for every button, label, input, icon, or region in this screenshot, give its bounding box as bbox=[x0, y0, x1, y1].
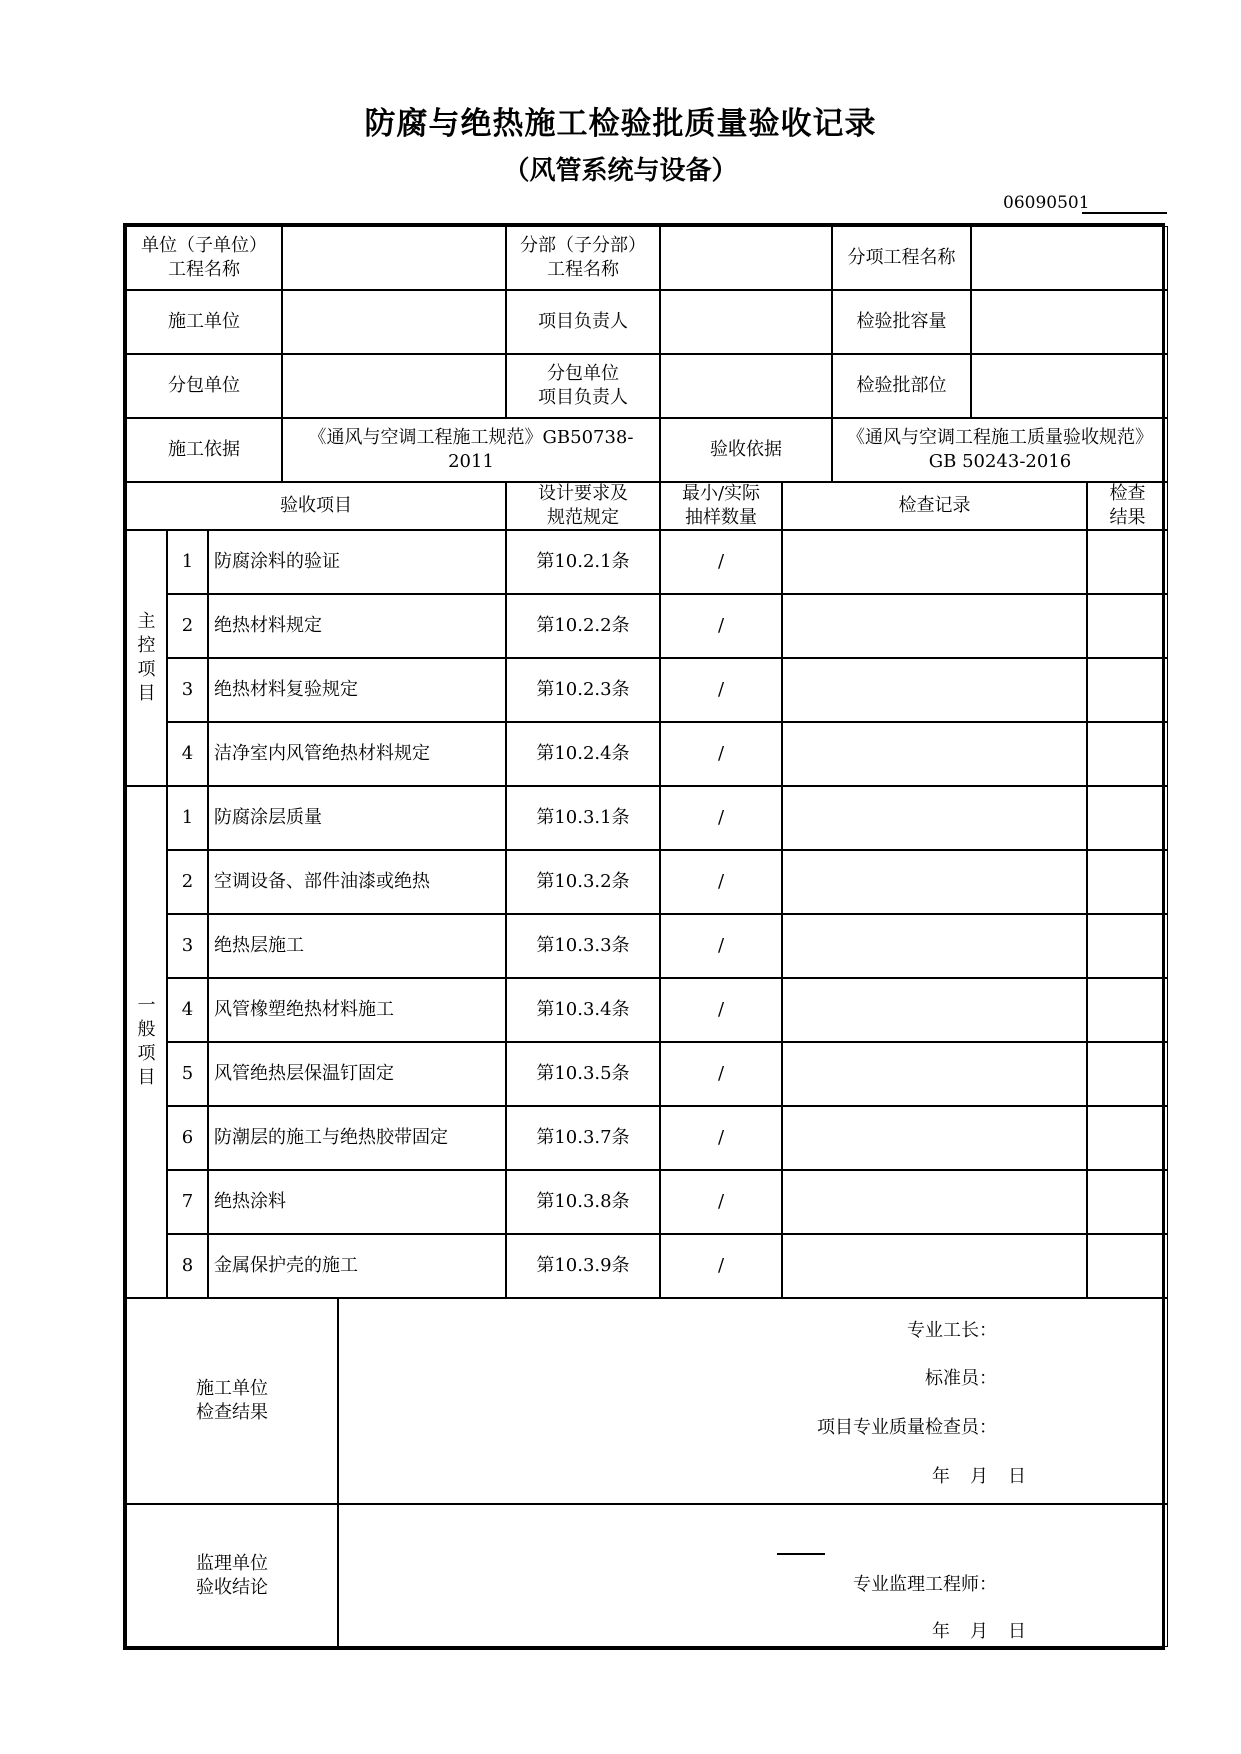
general-item-record-field[interactable] bbox=[782, 1234, 1087, 1298]
contractor-foreman-signature: 专业工长： bbox=[907, 1320, 997, 1341]
main-item-sample: / bbox=[660, 594, 782, 658]
subitem-field[interactable] bbox=[971, 226, 1168, 290]
general-item-record-field[interactable] bbox=[782, 914, 1087, 978]
general-item-clause: 第10.3.4条 bbox=[506, 978, 660, 1042]
general-item-result-field[interactable] bbox=[1087, 850, 1168, 914]
general-item-no: 8 bbox=[167, 1234, 208, 1298]
general-item-no: 1 bbox=[167, 786, 208, 850]
general-item-sample: / bbox=[660, 1234, 782, 1298]
form-code-suffix-field[interactable] bbox=[1082, 212, 1167, 214]
column-header-record: 检查记录 bbox=[782, 482, 1087, 530]
contractor-check-signature-area[interactable] bbox=[338, 1298, 1168, 1504]
main-item-sample: / bbox=[660, 658, 782, 722]
batch-part-field[interactable] bbox=[971, 354, 1168, 418]
general-item-result-field[interactable] bbox=[1087, 978, 1168, 1042]
page-subtitle: （风管系统与设备） bbox=[503, 156, 738, 186]
underline-mark bbox=[777, 1553, 825, 1555]
general-item-sample: / bbox=[660, 786, 782, 850]
batch-part-label: 检验批部位 bbox=[832, 354, 971, 418]
form-code: 06090501 bbox=[1003, 193, 1090, 213]
contractor-label: 施工单位 bbox=[126, 290, 282, 354]
general-item-name: 防腐涂层质量 bbox=[208, 786, 506, 850]
unit-name-label: 单位（子单位） 工程名称 bbox=[126, 226, 282, 290]
supervisor-engineer-signature: 专业监理工程师： bbox=[853, 1574, 997, 1595]
acceptance-basis-label: 验收依据 bbox=[660, 418, 832, 482]
column-header-item: 验收项目 bbox=[126, 482, 506, 530]
main-group-label-text bbox=[138, 610, 156, 706]
general-item-no: 7 bbox=[167, 1170, 208, 1234]
general-item-name: 风管橡塑绝热材料施工 bbox=[208, 978, 506, 1042]
inspection-form-table bbox=[123, 223, 1165, 1650]
main-item-no: 4 bbox=[167, 722, 208, 786]
general-item-record-field[interactable] bbox=[782, 1106, 1087, 1170]
main-item-result-field[interactable] bbox=[1087, 722, 1168, 786]
general-item-sample: / bbox=[660, 978, 782, 1042]
main-item-record-field[interactable] bbox=[782, 594, 1087, 658]
general-item-result-field[interactable] bbox=[1087, 1106, 1168, 1170]
main-item-record-field[interactable] bbox=[782, 722, 1087, 786]
general-item-clause: 第10.3.7条 bbox=[506, 1106, 660, 1170]
main-item-sample: / bbox=[660, 530, 782, 594]
general-item-record-field[interactable] bbox=[782, 1170, 1087, 1234]
general-group-label-char: 般 bbox=[137, 1019, 156, 1040]
general-group-label-char: 目 bbox=[137, 1067, 156, 1088]
subcontractor-label: 分包单位 bbox=[126, 354, 282, 418]
sub-lead-field[interactable] bbox=[660, 354, 832, 418]
acceptance-basis-value: 《通风与空调工程施工质量验收规范》GB 50243-2016 bbox=[832, 418, 1168, 482]
main-item-record-field[interactable] bbox=[782, 658, 1087, 722]
subitem-label: 分项工程名称 bbox=[832, 226, 971, 290]
general-item-no: 3 bbox=[167, 914, 208, 978]
main-item-clause: 第10.2.1条 bbox=[506, 530, 660, 594]
main-item-result-field[interactable] bbox=[1087, 530, 1168, 594]
general-item-name: 风管绝热层保温钉固定 bbox=[208, 1042, 506, 1106]
unit-name-field[interactable] bbox=[282, 226, 506, 290]
basis-label: 施工依据 bbox=[126, 418, 282, 482]
general-item-clause: 第10.3.3条 bbox=[506, 914, 660, 978]
general-item-record-field[interactable] bbox=[782, 786, 1087, 850]
main-group-label-char: 主 bbox=[137, 611, 156, 632]
contractor-check-label: 施工单位 检查结果 bbox=[126, 1298, 338, 1504]
general-item-no: 2 bbox=[167, 850, 208, 914]
contractor-check-date: 年 月 日 bbox=[932, 1466, 1027, 1487]
general-group-label-char: 项 bbox=[137, 1043, 156, 1064]
general-item-clause: 第10.3.1条 bbox=[506, 786, 660, 850]
supervisor-check-label: 监理单位 验收结论 bbox=[126, 1504, 338, 1647]
batch-capacity-label: 检验批容量 bbox=[832, 290, 971, 354]
supervisor-signature-area[interactable] bbox=[338, 1504, 1168, 1647]
general-item-name: 金属保护壳的施工 bbox=[208, 1234, 506, 1298]
general-item-sample: / bbox=[660, 1042, 782, 1106]
general-item-sample: / bbox=[660, 1106, 782, 1170]
main-group-label-char: 项 bbox=[137, 659, 156, 680]
contractor-standard-signature: 标准员： bbox=[925, 1368, 997, 1389]
general-item-sample: / bbox=[660, 1170, 782, 1234]
main-item-no: 3 bbox=[167, 658, 208, 722]
general-item-sample: / bbox=[660, 914, 782, 978]
general-item-result-field[interactable] bbox=[1087, 1042, 1168, 1106]
general-item-name: 防潮层的施工与绝热胶带固定 bbox=[208, 1106, 506, 1170]
general-item-record-field[interactable] bbox=[782, 850, 1087, 914]
general-item-no: 4 bbox=[167, 978, 208, 1042]
division-label: 分部（子分部） 工程名称 bbox=[506, 226, 660, 290]
main-group-label-char: 控 bbox=[137, 635, 156, 656]
general-item-result-field[interactable] bbox=[1087, 786, 1168, 850]
column-header-result: 检查 结果 bbox=[1087, 482, 1168, 530]
general-item-result-field[interactable] bbox=[1087, 1234, 1168, 1298]
main-item-no: 2 bbox=[167, 594, 208, 658]
general-group-label-char: 一 bbox=[137, 995, 156, 1016]
basis-value: 《通风与空调工程施工规范》GB50738-2011 bbox=[282, 418, 660, 482]
main-group-label-char: 目 bbox=[137, 683, 156, 704]
general-item-clause: 第10.3.9条 bbox=[506, 1234, 660, 1298]
batch-capacity-field[interactable] bbox=[971, 290, 1168, 354]
project-lead-field[interactable] bbox=[660, 290, 832, 354]
general-item-result-field[interactable] bbox=[1087, 1170, 1168, 1234]
sub-lead-label: 分包单位 项目负责人 bbox=[506, 354, 660, 418]
project-lead-label: 项目负责人 bbox=[506, 290, 660, 354]
main-item-record-field[interactable] bbox=[782, 530, 1087, 594]
general-item-name: 绝热涂料 bbox=[208, 1170, 506, 1234]
column-header-sample: 最小/实际 抽样数量 bbox=[660, 482, 782, 530]
general-group-label bbox=[126, 786, 167, 1298]
page-title: 防腐与绝热施工检验批质量验收记录 bbox=[364, 106, 877, 142]
general-item-name: 绝热层施工 bbox=[208, 914, 506, 978]
main-item-result-field[interactable] bbox=[1087, 658, 1168, 722]
main-item-clause: 第10.2.4条 bbox=[506, 722, 660, 786]
general-item-clause: 第10.3.5条 bbox=[506, 1042, 660, 1106]
general-item-clause: 第10.3.2条 bbox=[506, 850, 660, 914]
main-item-name: 防腐涂料的验证 bbox=[208, 530, 506, 594]
subcontractor-field[interactable] bbox=[282, 354, 506, 418]
main-item-name: 绝热材料规定 bbox=[208, 594, 506, 658]
main-item-clause: 第10.2.3条 bbox=[506, 658, 660, 722]
general-item-sample: / bbox=[660, 850, 782, 914]
general-item-name: 空调设备、部件油漆或绝热 bbox=[208, 850, 506, 914]
main-item-sample: / bbox=[660, 722, 782, 786]
column-header-design: 设计要求及 规范规定 bbox=[506, 482, 660, 530]
general-item-clause: 第10.3.8条 bbox=[506, 1170, 660, 1234]
main-item-name: 绝热材料复验规定 bbox=[208, 658, 506, 722]
division-field[interactable] bbox=[660, 226, 832, 290]
general-item-no: 6 bbox=[167, 1106, 208, 1170]
general-group-label-text bbox=[138, 994, 156, 1090]
main-item-name: 洁净室内风管绝热材料规定 bbox=[208, 722, 506, 786]
main-item-no: 1 bbox=[167, 530, 208, 594]
supervisor-check-date: 年 月 日 bbox=[932, 1621, 1027, 1642]
contractor-inspector-signature: 项目专业质量检查员： bbox=[817, 1417, 997, 1438]
contractor-field[interactable] bbox=[282, 290, 506, 354]
main-item-clause: 第10.2.2条 bbox=[506, 594, 660, 658]
general-item-record-field[interactable] bbox=[782, 1042, 1087, 1106]
general-item-no: 5 bbox=[167, 1042, 208, 1106]
main-item-result-field[interactable] bbox=[1087, 594, 1168, 658]
main-group-label bbox=[126, 530, 167, 786]
general-item-record-field[interactable] bbox=[782, 978, 1087, 1042]
general-item-result-field[interactable] bbox=[1087, 914, 1168, 978]
